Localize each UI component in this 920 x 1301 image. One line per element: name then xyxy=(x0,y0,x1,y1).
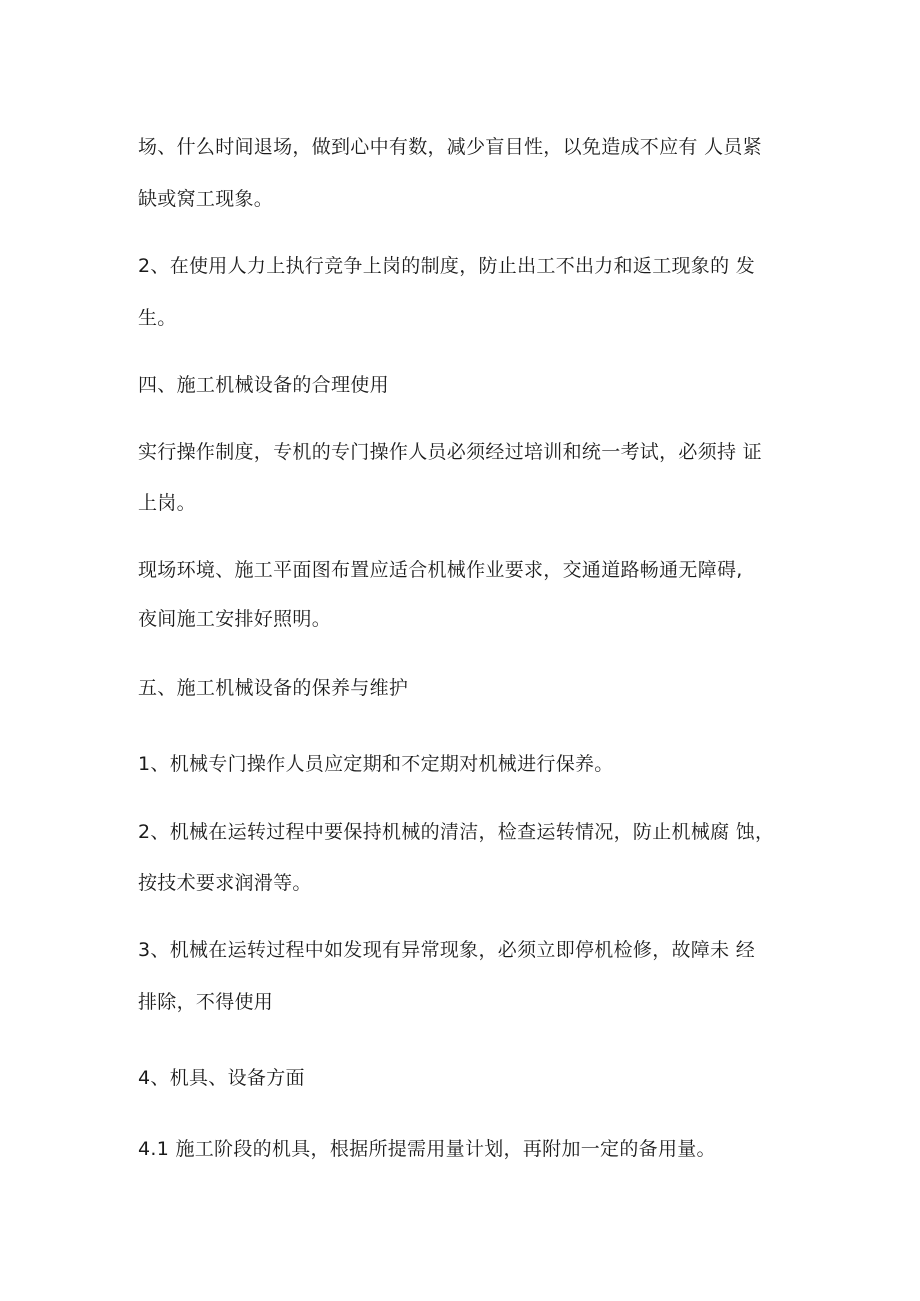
text-line-continuation: 场、什么时间退场，做到心中有数，减少盲目性，以免造成不应有 人员紧 xyxy=(138,136,762,158)
section-heading-4: 四、施工机械设备的合理使用 xyxy=(138,374,389,396)
section-heading-5: 五、施工机械设备的保养与维护 xyxy=(138,677,409,699)
text-line-item-1: 1、机械专门操作人员应定期和不定期对机械进行保养。 xyxy=(138,753,614,775)
text-line: 缺或窝工现象。 xyxy=(138,188,274,210)
text-line: 现场环境、施工平面图布置应适合机械作业要求，交通道路畅通无障碍, xyxy=(138,559,743,581)
text-line-item-4-1: 4.1 施工阶段的机具，根据所提需用量计划，再附加一定的备用量。 xyxy=(138,1138,716,1160)
text-line: 按技术要求润滑等。 xyxy=(138,872,312,894)
text-line: 生。 xyxy=(138,307,177,329)
text-line: 夜间施工安排好照明。 xyxy=(138,608,332,630)
text-line-item-4: 4、机具、设备方面 xyxy=(138,1067,305,1089)
text-line-item-2: 2、在使用人力上执行竞争上岗的制度，防止出工不出力和返工现象的 发 xyxy=(138,255,756,277)
text-line-item-3: 3、机械在运转过程中如发现有异常现象，必须立即停机检修，故障未 经 xyxy=(138,939,756,961)
text-line-item-2: 2、机械在运转过程中要保持机械的清洁，检查运转情况，防止机械腐 蚀， xyxy=(138,821,775,843)
text-line: 排除，不得使用 xyxy=(138,991,274,1013)
text-line: 上岗。 xyxy=(138,492,196,514)
text-line: 实行操作制度，专机的专门操作人员必须经过培训和统一考试，必须持 证 xyxy=(138,441,762,463)
